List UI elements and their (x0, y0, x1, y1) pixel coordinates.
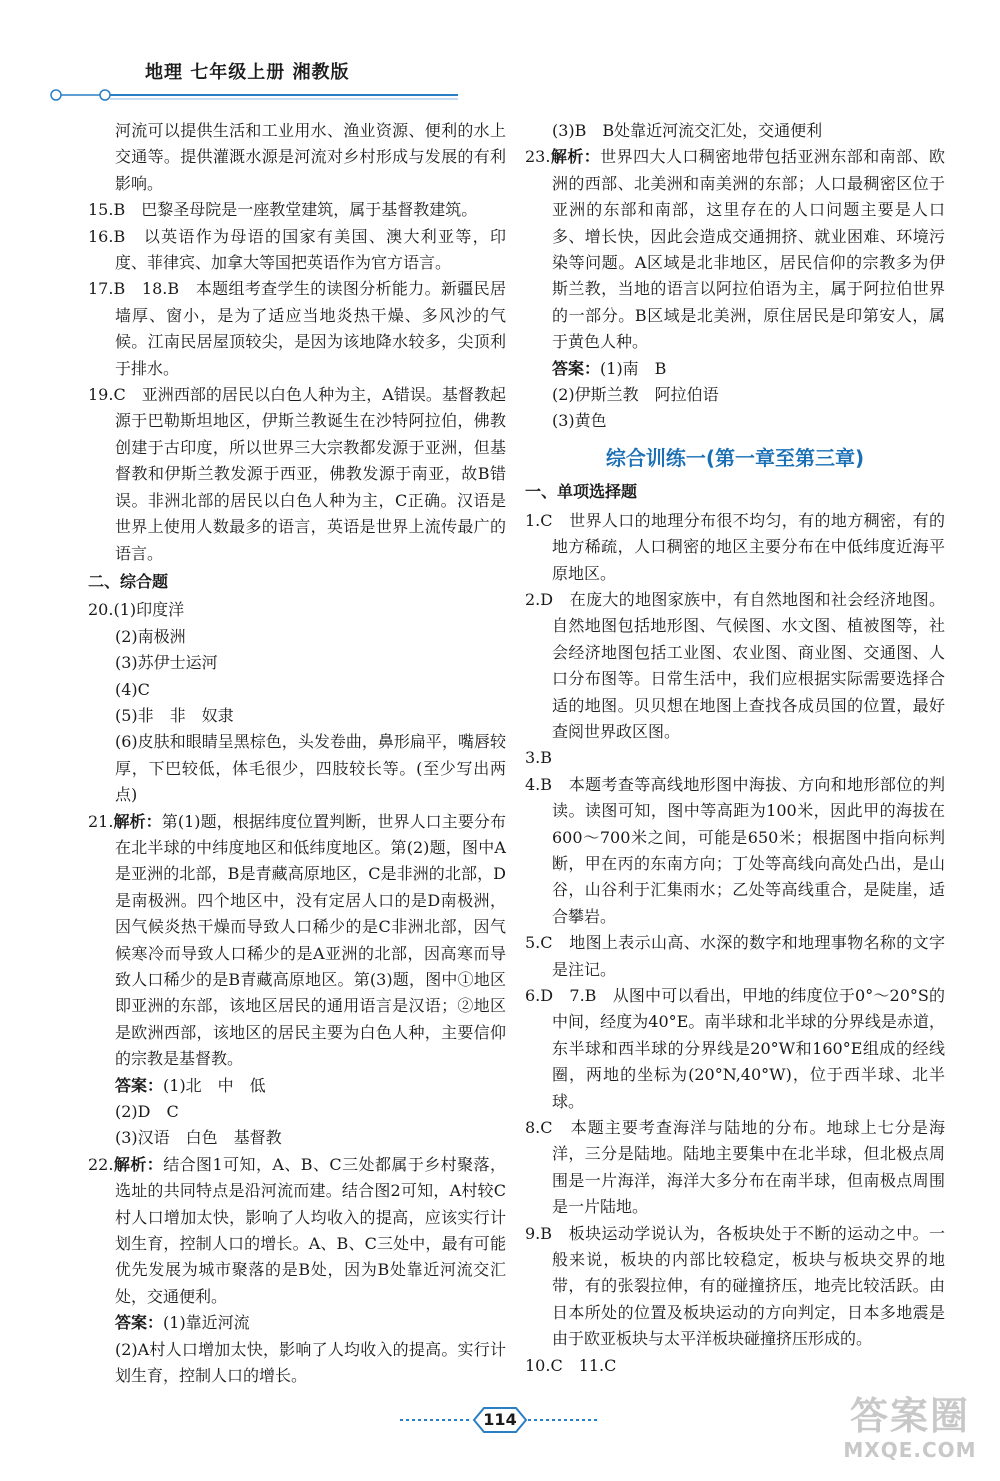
answer-22-analysis (88, 1152, 506, 1310)
answer-23-key-3: (3)黄色 (552, 411, 607, 431)
answer-23-analysis (525, 144, 945, 355)
analysis-text: 结合图1可知，A、B、C三处都属于乡村聚落，选址的共同特点是沿河流而建。结合图2可知，A村较C村人口增加太快，影响了人均收入的提高，应该实行计划生育，控制人口的增长。A、B、C三处中，最有可能优先发展为城市聚落的是B处，因为B处靠近河流交汇处，交通便利。 (115, 1154, 506, 1306)
answer-20-3: (3)苏伊士运河 (115, 653, 218, 673)
answer-4: 4.B 本题考查等高线地形图中海拔、方向和地形部位的判读。读图可知，图中等高距为100米，因此甲的海拔在600～700米之间，可能是650米；根据图中指向标判断，甲在丙的东南方向；丁处等高线向高处凸出，是山谷，山谷利于汇集雨水；乙处等高线重合，是陡崖，适合攀岩。 (525, 774, 945, 926)
answer-text: (1)靠近河流 (163, 1313, 250, 1333)
section-heading-2: 二、综合题 (88, 571, 169, 591)
answer-6-7: 6.D 7.B 从图中可以看出，甲地的纬度位于0°～20°S的中间，经度为40°E。南半球和北半球的分界线是赤道，东半球和西半球的分界线是20°W和160°E组成的经线圈，两地的坐标为(20°N,40°W)，位于西半球、北半球。 (525, 986, 945, 1111)
answer-17-18: 17.B 18.B 本题组考查学生的读图分析能力。新疆民居墙厚、窗小，是为了适应当地炎热干燥、多风沙的气候。江南民居屋顶较尖，是因为该地降水较多，尖顶利于排水。 (88, 279, 506, 378)
question-number: 23. (525, 147, 551, 167)
question-number: 21. (88, 811, 114, 831)
answer-2: 2.D 在庞大的地图家族中，有自然地图和社会经济地图。自然地图包括地形图、气候图、水文图、植被图等，社会经济地图包括工业图、农业图、商业图、交通图、人口分布图等。日常生活中，我们应根据实际需要选择合适的地图。贝贝想在地图上查找各成员国的位置，最好查阅世界政区图。 (525, 589, 945, 741)
answer-23-key-1 (525, 356, 945, 382)
answer-16: 16.B 以英语作为母语的国家有美国、澳大利亚等，印度、菲律宾、加拿大等国把英语作为官方语言。 (88, 226, 506, 273)
answer-20-6: (6)皮肤和眼睛呈黑棕色，头发卷曲，鼻形扁平，嘴唇较厚，下巴较低，体毛很少，四肢较长等。(至少写出两点) (115, 732, 506, 805)
answer-20-1: 20.(1)印度洋 (88, 600, 185, 620)
question-number: 22. (88, 1154, 114, 1174)
answer-8: 8.C 本题主要考查海洋与陆地的分布。地球上七分是海洋，三分是陆地。陆地主要集中在北半球，但北极点周围是一片海洋，海洋大多分布在南半球，但南极点周围是一片陆地。 (525, 1118, 945, 1217)
answer-label: 答案： (115, 1313, 164, 1333)
right-column (525, 118, 945, 1379)
answer-19: 19.C 亚洲西部的居民以白色人种为主，A错误。基督教起源于巴勒斯坦地区，伊斯兰教诞生在沙特阿拉伯，佛教创建于古印度，所以世界三大宗教都发源于亚洲，但基督教和伊斯兰教发源于西亚，佛教发源于南亚，故B错误。非洲北部的居民以白色人种为主，C正确。汉语是世界上使用人数最多的语言，英语是世界上流传最广的语言。 (88, 385, 506, 563)
answer-23-key-2: (2)伊斯兰教 阿拉伯语 (552, 385, 719, 405)
analysis-label: 解析： (113, 1154, 164, 1174)
page-header-title: 地理 七年级上册 湘教版 (145, 62, 350, 83)
header-decoration (48, 82, 468, 112)
answer-21-key-1 (88, 1073, 506, 1099)
answer-10-11: 10.C 11.C (525, 1355, 617, 1375)
answer-20-5: (5)非 非 奴隶 (115, 705, 234, 725)
section-heading-1: 一、单项选择题 (525, 482, 638, 502)
analysis-text: 世界四大人口稠密地带包括亚洲东部和南部、欧洲的西部、北美洲和南美洲的东部；人口最稠密区位于亚洲的东部和南部，这里存在的人口问题主要是人口多、增长快，因此会造成交通拥挤、就业困难、环境污染等问题。A区域是北非地区，居民信仰的宗教多为伊斯兰教，当地的语言以阿拉伯语为主，属于阿拉伯世界的一部分。B区域是北美洲，原住居民是印第安人，属于黄色人种。 (552, 147, 945, 352)
answer-22-key-1 (88, 1310, 506, 1336)
analysis-text: 第(1)题，根据纬度位置判断，世界人口主要分布在北半球的中纬度地区和低纬度地区。第(2)题，图中A是亚洲的北部，B是青藏高原地区，C是非洲的北部，D是南极洲。四个地区中，没有定居人口的是D南极洲，因气候炎热干燥而导致人口稀少的是C非洲北部，因气候寒冷而导致人口稀少的是A亚洲的北部，因高寒而导致人口稀少的是B青藏高原地区。第(3)题，图中①地区即亚洲的东部，该地区居民的通用语言是汉语；②地区是欧洲西部，该地区的居民主要为白色人种，主要信仰的宗教是基督教。 (115, 811, 506, 1069)
answer-label: 答案： (115, 1075, 164, 1095)
answer-text: (1)南 B (600, 358, 667, 378)
section-title: 综合训练一(第一章至第三章) (605, 445, 865, 470)
answer-21-analysis (88, 809, 506, 1073)
watermark-text-2: MXQE.COM (843, 1438, 977, 1462)
answer-20-4: (4)C (115, 679, 150, 699)
answer-label: 答案： (552, 358, 601, 378)
watermark-logo (830, 1394, 990, 1474)
q14-continuation: 河流可以提供生活和工业用水、渔业资源、便利的水上交通等。提供灌溉水源是河流对乡村形成与发展的有利影响。 (115, 121, 506, 193)
answer-22-key-2: (2)A村人口增加太快，影响了人均收入的提高。实行计划生育，控制人口的增长。 (115, 1339, 506, 1386)
answer-15: 15.B 巴黎圣母院是一座教堂建筑，属于基督教建筑。 (88, 200, 478, 220)
answer-3: 3.B (525, 748, 553, 768)
analysis-label: 解析： (113, 811, 162, 831)
answer-9: 9.B 板块运动学说认为，各板块处于不断的运动之中。一般来说，板块的内部比较稳定，板块与板块交界的地带，有的张裂拉伸，有的碰撞挤压，地壳比较活跃。由日本所处的位置及板块运动的方向判定，日本多地震是由于欧亚板块与太平洋板块碰撞挤压形成的。 (525, 1223, 945, 1349)
left-column (88, 118, 506, 1390)
analysis-label: 解析： (550, 147, 601, 167)
answer-text: (1)北 中 低 (163, 1075, 266, 1095)
answer-22-key-3: (3)B B处靠近河流交汇处，交通便利 (552, 121, 823, 140)
page-number: 114 (483, 1410, 517, 1429)
answer-1: 1.C 世界人口的地理分布很不均匀，有的地方稠密，有的地方稀疏，人口稠密的地区主要分布在中低纬度近海平原地区。 (525, 510, 945, 583)
watermark-text-1: 答案圈 (849, 1394, 970, 1438)
answer-20-2: (2)南极洲 (115, 626, 186, 646)
answer-21-key-2: (2)D C (115, 1102, 179, 1122)
answer-21-key-3: (3)汉语 白色 基督教 (115, 1128, 282, 1148)
answer-5: 5.C 地图上表示山高、水深的数字和地理事物名称的文字是注记。 (525, 933, 945, 979)
